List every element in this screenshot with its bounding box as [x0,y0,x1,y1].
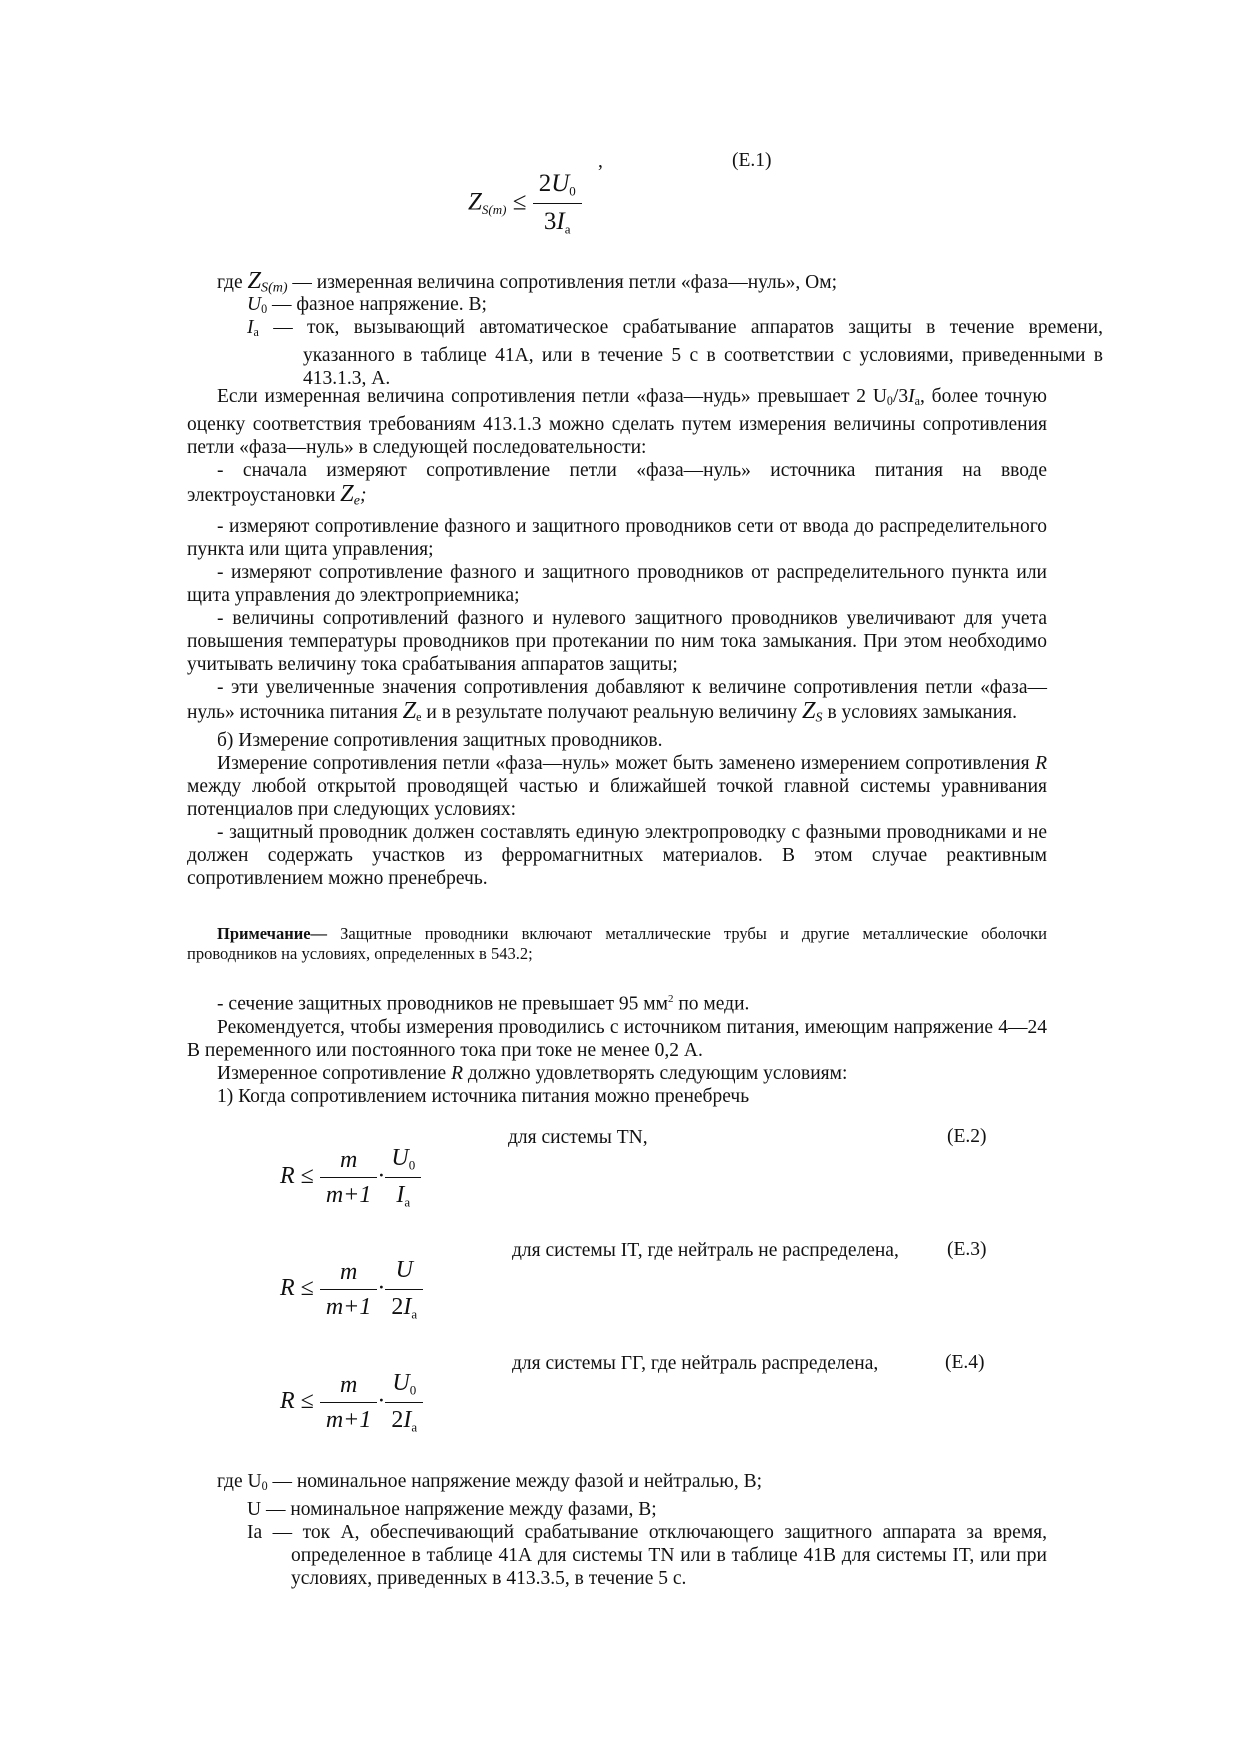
note-label: Примечание— [217,924,328,943]
equation-number-e2: (E.2) [947,1126,987,1147]
bullet-4: - величины сопротивлений фазного и нулевого защитного проводников увеличивают для учета повышения температуры проводников при протекании по ним тока замыкания. При этом необходимо учитывать величину тока срабатывания аппаратов защиты; [187,607,1047,675]
formula-e1: ZS(m) ≤ $\frac{2U0}{3Iа}$ [468,170,582,237]
paragraph-protective: - защитный проводник должен составлять единую электропроводку с фазными проводниками и не должен содержать участков из ферромагнитных материалов. В этом случае реактивным сопротивлением можно пренебречь. [187,822,1047,890]
def-u0: $U_0$ — фазное напряжение. В; [247,294,487,317]
def-zs: где ZS(m) — измеренная величина сопротивления петли «фаза—нуль», Ом; [217,267,838,296]
formula-e4: R ≤ $\frac{m}{m+1}$ · $\frac{U0}{2Iа}$ [280,1370,423,1435]
equation-number-e3: (E.3) [947,1239,987,1260]
paragraph-recommend: Рекомендуется, чтобы измерения проводились с источником питания, имеющим напряжение 4—24 В переменного или постоянного тока при токе не менее 0,2 А. [187,1016,1047,1061]
paragraph-b: б) Измерение сопротивления защитных проводников. [217,730,663,752]
fraction-e1: $\frac{2U0}{3Iа}$ [533,170,582,237]
definitions-2 [217,1470,1047,1590]
bullet-2: - измеряют сопротивление фазного и защитного проводников сети от ввода до распределительного пункта или щита управления; [187,515,1047,560]
def-ia-current: Ia — ток А, обеспечивающий срабатывание отключающего защитного аппарата за время, определенное в таблице 41А для системы TN или в таблице 41В для системы IT, или при условиях, приведенных в 413.3.5, в течение 5 с. [247,1522,1047,1590]
formula-e2-caption: для системы TN, [508,1127,648,1148]
bullet-1: - сначала измеряют сопротивление петли «фаза—нуль» источника питания на вводе электроустановки Zе; [187,460,1047,509]
paragraph-if: Если измеренная величина сопротивления петли «фаза—нудь» превышает 2 $U_0/3I_а$, более точную оценку соответствия требованиям 413.1.3 можно сделать путем измерения величины сопротивления петли «фаза—нуль» в следующей последовательности: [187,386,1048,459]
def-u-nominal: U — номинальное напряжение между фазами, В; [247,1499,657,1521]
paragraph-section: - сечение защитных проводников не превышает 95 $мм^2$ по меди. [217,993,750,1015]
paragraph-measure: Измерение сопротивления петли «фаза—нуль» может быть заменено измерением сопротивления R между любой открытой проводящей частью и ближайшей точкой главной системы уравнивания потенциалов при следующих условиях: [187,753,1047,821]
paragraph-1: 1) Когда сопротивлением источника питания можно пренебречь [217,1085,750,1107]
equation-number-e4: (E.4) [945,1352,985,1373]
main-text [187,385,1047,890]
paragraph-requirement: Измеренное сопротивление R должно удовлетворять следующим условиям: [217,1062,848,1084]
bullet-3: - измеряют сопротивление фазного и защитного проводников от распределительного пункта или щита управления до электроприемника; [187,561,1047,606]
equation-number-e1: (E.1) [732,150,772,171]
note: Примечание— Защитные проводники включают металлические трубы и другие металлические оболочки проводников на условиях, определенных в 543.2; [187,924,1047,963]
formula-e4-caption: для системы ГГ, где нейтраль распределена, [512,1353,879,1374]
def-ia: $I_а$ — ток, вызывающий автоматическое срабатывание аппаратов защиты в течение времени, указанного в таблице 41А, или в течение 5 с в соответствии с условиями, приведенными в 413.1.3, А. [247,317,1103,390]
formula-e3-caption: для системы IT, где нейтраль не распределена, [512,1240,899,1261]
formula-e1-comma: , [598,151,603,172]
formula-e2: R ≤ $\frac{m}{m+1}$ · $\frac{U0}{Iа}$ [280,1145,421,1210]
def-u0-nominal: где $U_0$ — номинальное напряжение между фазой и нейтралью, В; [217,1471,763,1494]
formula-e3: R ≤ $\frac{m}{m+1}$ · $\frac{U}{2Iа}$ [280,1257,423,1322]
bullet-5: - эти увеличенные значения сопротивления добавляют к величине сопротивления петли «фаза—нуль» источника питания $Z_е$ и в результате получают реальную величину ZS в условиях замыкания. [187,676,1047,726]
requirements-text [187,988,1047,1108]
